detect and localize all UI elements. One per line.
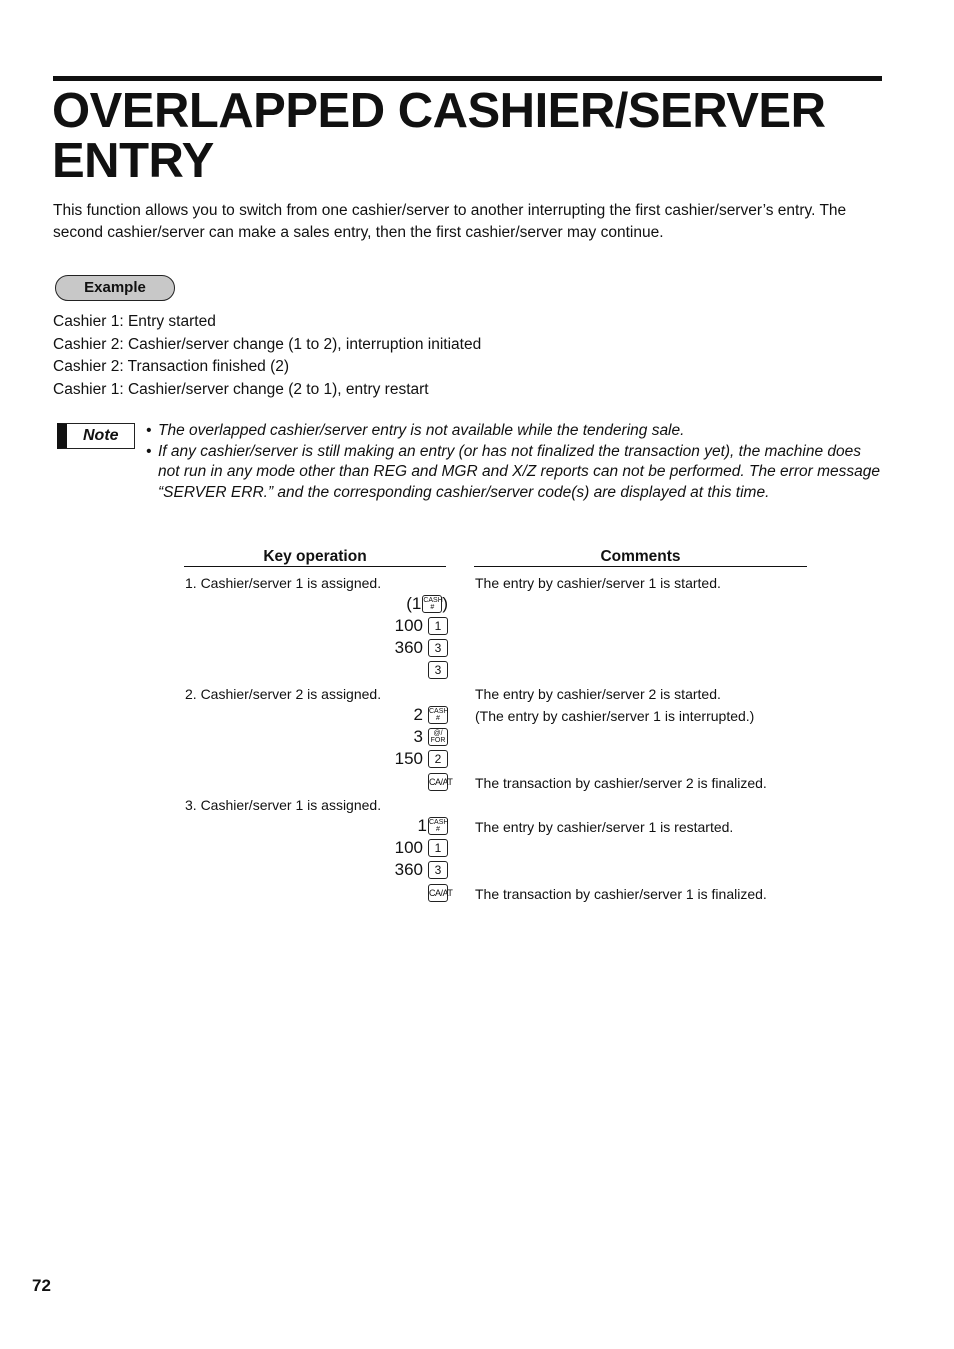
note-list: [146, 421, 886, 503]
example-line: Cashier 1: Entry started: [53, 313, 216, 330]
note-item: [146, 442, 886, 504]
key-line: [395, 638, 448, 658]
cash-key-icon: CASH #: [429, 819, 449, 833]
key-line: [423, 660, 448, 680]
step-label: 3. Cashier/server 1 is assigned.: [185, 797, 382, 813]
note-text: If any cashier/server is still making an entry (or has not finalized the transaction yet), the machine does not run in any mode other than REG and MGR and X/Z reports can not be performed. The error message “SERVER ERR.” and the corresponding cashier/server code(s) are displayed at this time.: [158, 442, 880, 501]
cash-key-icon: CASH #: [429, 708, 449, 722]
example-line: Cashier 2: Transaction finished (2): [53, 358, 290, 375]
key-line: [423, 772, 453, 792]
title-rule: [53, 76, 882, 81]
note-label: Note: [57, 423, 135, 449]
comments-header: Comments: [474, 548, 807, 567]
intro-paragraph: This function allows you to switch from one cashier/server to another interrupting the first cashier/server’s entry. The second cashier/server can make a sales entry, then the first cashier/server may continue.: [53, 202, 847, 241]
dept-key-icon: 3: [428, 861, 448, 879]
comment-text: The transaction by cashier/server 2 is finalized.: [475, 775, 767, 791]
at-for-key-icon: @/ FOR: [428, 728, 448, 746]
bullet-icon: •: [146, 422, 152, 439]
bullet-icon: •: [146, 442, 152, 460]
note-item: [146, 421, 886, 442]
ca-at-key-icon: CA/AT: [428, 773, 448, 791]
step-label: 2. Cashier/server 2 is assigned.: [185, 686, 382, 702]
key-entry-value: 2: [413, 705, 423, 724]
key-line: [414, 727, 448, 747]
key-operation-header: Key operation: [184, 548, 446, 567]
example-line: Cashier 2: Cashier/server change (1 to 2), interruption initiated: [53, 335, 482, 353]
dept-key-icon: 3: [428, 661, 448, 679]
dept-key-icon: 1: [428, 617, 448, 635]
key-line: [395, 616, 448, 636]
key-line: [395, 838, 448, 858]
page-number: 72: [32, 1276, 51, 1295]
comment-text: The entry by cashier/server 1 is started.: [475, 575, 721, 591]
example-badge: Example: [55, 275, 175, 301]
page-title: OVERLAPPED CASHIER/SERVER ENTRY: [52, 84, 826, 188]
step-label: 1. Cashier/server 1 is assigned.: [185, 575, 382, 591]
dept-key-icon: 2: [428, 750, 448, 768]
key-line: [395, 749, 448, 769]
key-entry-value: 100: [394, 616, 423, 635]
example-line: Cashier 1: Cashier/server change (2 to 1), entry restart: [53, 380, 429, 398]
key-entry-value: 3: [413, 727, 423, 746]
key-line: [414, 705, 448, 725]
key-line: [395, 860, 448, 880]
cash-key-icon: CASH #: [423, 597, 443, 611]
comment-text: The entry by cashier/server 1 is restarted.: [475, 819, 734, 835]
note-text: The overlapped cashier/server entry is not available while the tendering sale.: [158, 422, 685, 439]
key-entry-value: 100: [394, 838, 423, 857]
key-line: [418, 816, 448, 836]
dept-key-icon: 1: [428, 839, 448, 857]
comment-text: The entry by cashier/server 2 is started.: [475, 686, 721, 702]
key-entry-value: 1: [417, 816, 427, 835]
key-entry-value: 360: [394, 638, 423, 657]
key-entry-value: (1: [406, 594, 422, 613]
comment-text: (The entry by cashier/server 1 is interrupted.): [475, 708, 755, 724]
key-line: [406, 594, 448, 614]
key-line: [423, 883, 453, 903]
dept-key-icon: 3: [428, 639, 448, 657]
key-entry-suffix: ): [442, 594, 448, 613]
comment-text: The transaction by cashier/server 1 is finalized.: [475, 886, 767, 902]
example-list: [53, 311, 653, 401]
key-entry-value: 360: [394, 860, 423, 879]
ca-at-key-icon: CA/AT: [428, 884, 448, 902]
key-entry-value: 150: [394, 749, 423, 768]
